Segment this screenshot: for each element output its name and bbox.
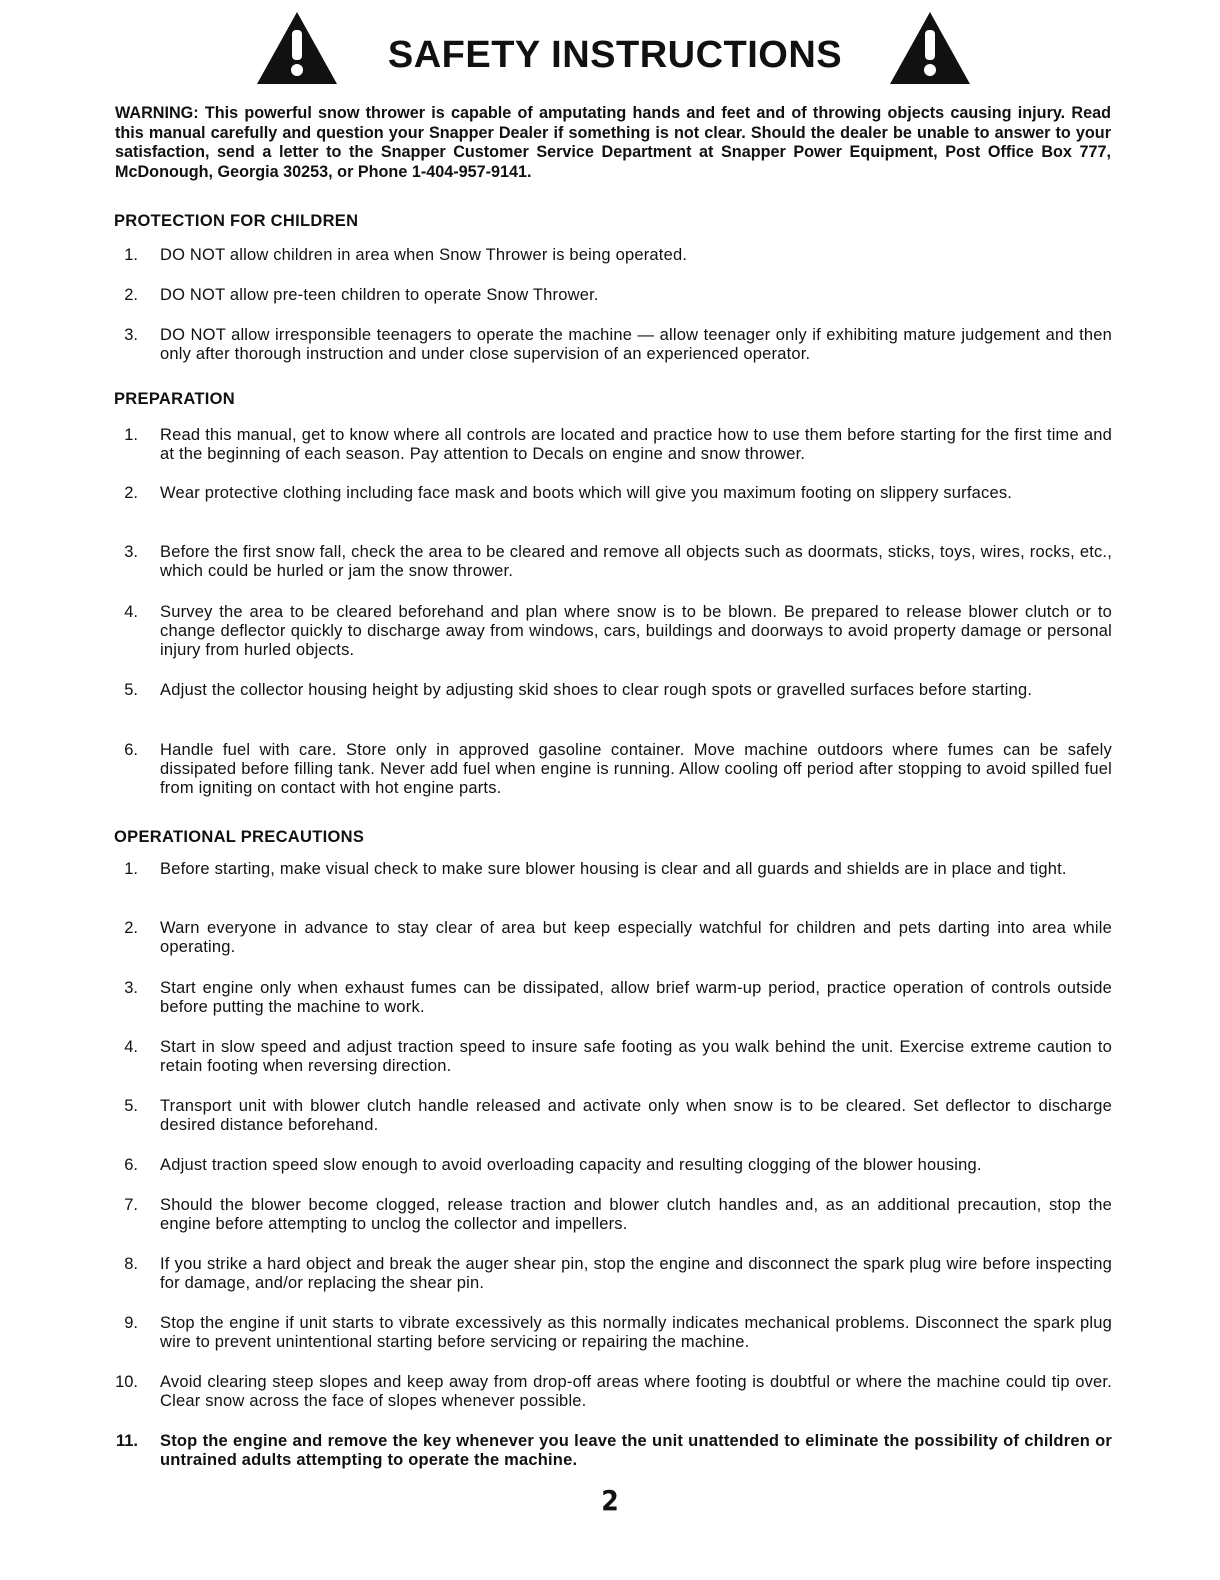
- item-number: 6.: [124, 741, 138, 759]
- item-number: 3.: [124, 543, 138, 561]
- item-text: If you strike a hard object and break the auger shear pin, stop the engine and disconnect the spark plug wire before inspecting for damage, and/or replacing the shear pin.: [160, 1255, 1112, 1292]
- item-text: Handle fuel with care. Store only in approved gasoline container. Move machine outdoors where fumes can be safely dissipated before filling tank. Never add fuel when engine is running. Allow cooling off period after stopping to avoid spilled fuel from igniting on contact with hot engine parts.: [160, 741, 1112, 797]
- list-item: [110, 484, 1112, 503]
- list-item: [110, 1373, 1112, 1411]
- warning-paragraph: WARNING: This powerful snow thrower is capable of amputating hands and feet and of throwing objects causing injury. Read this manual carefully and question your Snapper Dealer if something is not clear. Should the dealer be unable to answer to your satisfaction, send a letter to the Snapper Customer Service Department at Snapper Power Equipment, Post Office Box 777, McDonough, Georgia 30253, or Phone 1-404-957-9141.: [115, 104, 1111, 181]
- item-number: 7.: [124, 1196, 138, 1214]
- list-item: [110, 543, 1112, 581]
- item-number: 2.: [124, 484, 138, 502]
- item-number: 2.: [124, 286, 138, 304]
- list-item: [110, 326, 1112, 364]
- item-text: DO NOT allow children in area when Snow Thrower is being operated.: [160, 246, 688, 264]
- item-text: Adjust the collector housing height by adjusting skid shoes to clear rough spots or gravelled surfaces before starting.: [160, 681, 1033, 699]
- list-item: [110, 1038, 1112, 1076]
- item-text: DO NOT allow irresponsible teenagers to operate the machine — allow teenager only if exhibiting mature judgement and then only after thorough instruction and under close supervision of an experienced operator.: [160, 326, 1112, 363]
- list-item: [110, 1156, 1112, 1175]
- item-number: 11.: [115, 1432, 138, 1450]
- list-item: [110, 741, 1112, 798]
- item-text: Adjust traction speed slow enough to avoid overloading capacity and resulting clogging of the blower housing.: [160, 1156, 982, 1174]
- item-number: 3.: [124, 979, 138, 997]
- item-text: DO NOT allow pre-teen children to operate Snow Thrower.: [160, 286, 599, 304]
- page-title: SAFETY INSTRUCTIONS: [387, 34, 843, 76]
- item-text: Start engine only when exhaust fumes can be dissipated, allow brief warm-up period, practice operation of controls outside before putting the machine to work.: [160, 979, 1112, 1016]
- item-text: Stop the engine if unit starts to vibrate excessively as this normally indicates mechanical problems. Disconnect the spark plug wire to prevent unintentional starting before servicing or repairing the machine.: [160, 1314, 1112, 1351]
- list-item: [110, 1314, 1112, 1352]
- item-number: 10.: [115, 1373, 138, 1391]
- item-number: 2.: [124, 919, 138, 937]
- list-item: [110, 246, 1112, 265]
- item-text: Avoid clearing steep slopes and keep away from drop-off areas where footing is doubtful or where the machine could tip over. Clear snow across the face of slopes whenever possible.: [160, 1373, 1112, 1410]
- item-number: 1.: [124, 246, 138, 264]
- list-item: [110, 860, 1112, 879]
- item-text: Wear protective clothing including face mask and boots which will give you maximum footing on slippery surfaces.: [160, 484, 1013, 502]
- item-number: 1.: [124, 860, 138, 878]
- item-text: Warn everyone in advance to stay clear of area but keep especially watchful for children and pets darting into area while operating.: [160, 919, 1112, 956]
- page-number: 2: [601, 1484, 619, 1517]
- item-text: Stop the engine and remove the key whenever you leave the unit unattended to eliminate the possibility of children or untrained adults attempting to operate the machine.: [160, 1432, 1112, 1469]
- item-number: 1.: [124, 426, 138, 444]
- list-item: [110, 603, 1112, 660]
- item-number: 5.: [124, 1097, 138, 1115]
- warning-triangle-icon: [888, 10, 972, 86]
- list-item: [110, 1097, 1112, 1135]
- item-text: Start in slow speed and adjust traction speed to insure safe footing as you walk behind the unit. Exercise extreme caution to retain footing when reversing direction.: [160, 1038, 1112, 1075]
- item-number: 8.: [124, 1255, 138, 1273]
- list-item: [110, 1196, 1112, 1234]
- item-number: 3.: [124, 326, 138, 344]
- warning-triangle-icon: [255, 10, 339, 86]
- list-item: [110, 979, 1112, 1017]
- list-item: [110, 1432, 1112, 1470]
- list-item: [110, 286, 1112, 305]
- header: [0, 10, 1220, 100]
- item-text: Survey the area to be cleared beforehand and plan where snow is to be blown. Be prepared to release blower clutch or to change deflector quickly to discharge away from windows, cars, buildings and doorways to avoid property damage or personal injury from hurled objects.: [160, 603, 1112, 659]
- item-text: Transport unit with blower clutch handle released and activate only when snow is to be cleared. Set deflector to discharge desired distance beforehand.: [160, 1097, 1112, 1134]
- item-text: Before starting, make visual check to make sure blower housing is clear and all guards and shields are in place and tight.: [160, 860, 1067, 878]
- item-number: 5.: [124, 681, 138, 699]
- item-text: Before the first snow fall, check the area to be cleared and remove all objects such as doormats, sticks, toys, wires, rocks, etc., which could be hurled or jam the snow thrower.: [160, 543, 1112, 580]
- section-heading-operational-precautions: OPERATIONAL PRECAUTIONS: [114, 828, 365, 846]
- list-item: [110, 681, 1112, 700]
- item-number: 9.: [124, 1314, 138, 1332]
- item-number: 4.: [124, 1038, 138, 1056]
- section-heading-preparation: PREPARATION: [114, 390, 235, 408]
- item-number: 4.: [124, 603, 138, 621]
- item-number: 6.: [124, 1156, 138, 1174]
- list-item: [110, 1255, 1112, 1293]
- section-heading-protection-for-children: PROTECTION FOR CHILDREN: [114, 212, 359, 230]
- item-text: Should the blower become clogged, release traction and blower clutch handles and, as an additional precaution, stop the engine before attempting to unclog the collector and impellers.: [160, 1196, 1112, 1233]
- list-item: [110, 426, 1112, 464]
- item-text: Read this manual, get to know where all controls are located and practice how to use them before starting for the first time and at the beginning of each season. Pay attention to Decals on engine and snow thrower.: [160, 426, 1112, 463]
- list-item: [110, 919, 1112, 957]
